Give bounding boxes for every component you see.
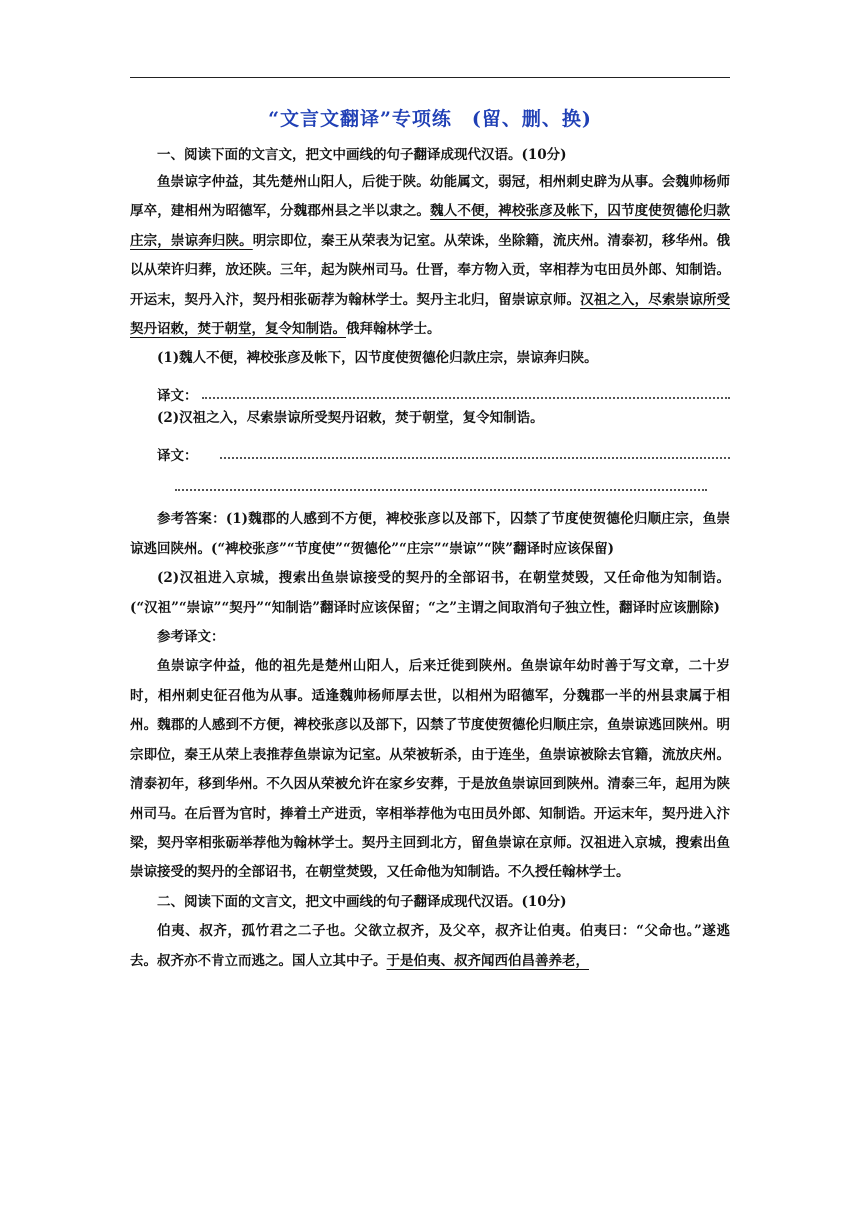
dotted-answer-line-extra[interactable] <box>175 488 707 491</box>
underlined-sentence-1: 魏人不便，裨校张彦及帐下，囚节度使贺德伦归款庄宗，崇谅奔归陕。 <box>130 203 731 249</box>
section2-passage <box>130 917 730 976</box>
section1-heading: 一、阅读下面的文言文，把文中画线的句子翻译成现代汉语。(10分) <box>157 147 567 163</box>
reference-translation-label: 参考译文： <box>157 629 225 646</box>
dotted-answer-line <box>220 456 731 459</box>
answer-label: 译文： <box>157 448 198 465</box>
reference-answer-2: (2)汉祖进入京城，搜索出鱼崇谅接受的契丹的全部诏书，在朝堂焚毁，又任命他为知制诰。(“汉祖”“崇谅”“契丹”“知制诰”翻译时应该保留；“之”主谓之间取消句子独立性，翻译时应该删除) <box>130 570 730 616</box>
reference-translation: 鱼崇谅字仲益，他的祖先是楚州山阳人，后来迁徙到陕州。鱼崇谅年幼时善于写文章，二十岁时，相州刺史征召他为从事。适逢魏帅杨师厚去世，以相州为昭德军，分魏郡一半的州县隶属于相州。魏郡的人感到不方便，裨校张彦以及部下，囚禁了节度使贺德伦归顺庄宗，鱼崇谅逃回陕州。明宗即位，秦王从荣上表推荐鱼崇谅为记室。从荣被斩杀，由于连坐，鱼崇谅被除去官籍，流放庆州。清泰初年，移到华州。不久因从荣被允许在家乡安葬，于是放鱼崇谅回到陕州。清泰三年，起用为陕州司马。在后晋为官时，捧着土产进贡，宰相举荐他为屯田员外郎、知制诰。开运末年，契丹进入汴梁，契丹宰相张砺举荐他为翰林学士。契丹主回到北方，留鱼崇谅在京师。汉祖进入京城，搜索出鱼崇谅接受的契丹的全部诏书，在朝堂焚毁，又任命他为知制诰。不久授任翰林学士。 <box>130 658 730 881</box>
section1-passage <box>130 168 730 344</box>
reference-answer-label: 参考答案： <box>157 511 226 528</box>
document-body <box>130 142 730 976</box>
reference-answer-1 <box>130 505 730 564</box>
answer-line-1[interactable] <box>157 373 730 404</box>
question-1: (1)魏人不便，裨校张彦及帐下，囚节度使贺德伦归款庄宗，崇谅奔归陕。 <box>157 350 598 367</box>
answer-label: 译文： <box>157 388 198 405</box>
page-title: “文言文翻译”专项练 (留、删、换) <box>268 108 592 130</box>
underlined-sentence-2: 汉祖之入，尽索崇谅所受契丹诏敕，焚于朝堂，复令知制诰。 <box>130 291 731 338</box>
question-2: (2)汉祖之入，尽索崇谅所受契丹诏敕，焚于朝堂，复令知制诰。 <box>157 410 544 427</box>
passage-text: 明宗即位，秦王从荣表为记室。从荣诛，坐除籍，流庆州。清泰初，移华州。俄以从荣许归葬，放还陕。三年，起为陕州司马。仕晋，奉方物入贡，宰相荐为屯田员外郎、知制诰。开运末，契丹入汴，契丹相张砺荐为翰林学士。契丹主北归，留崇谅京师。 <box>130 232 731 308</box>
passage-text: 伯夷、叔齐，孤竹君之二子也。父欲立叔齐，及父卒，叔齐让伯夷。伯夷曰：“父命也。”遂逃去。叔齐亦不肯立而逃之。国人立其中子。 <box>130 923 730 969</box>
answer-line-2[interactable] <box>157 433 730 464</box>
underlined-sentence-3: 于是伯夷、叔齐闻西伯昌善养老， <box>386 952 589 969</box>
passage-text: 俄拜翰林学士。 <box>346 321 441 338</box>
passage-text: 鱼崇谅字仲益，其先楚州山阳人，后徙于陕。幼能属文，弱冠，相州刺史辟为从事。会魏帅杨师厚卒，建相州为昭德军，分魏郡州县之半以隶之。 <box>130 174 730 220</box>
dotted-answer-line <box>202 396 731 399</box>
header-rule <box>130 77 730 78</box>
reference-answer-text: (1)魏郡的人感到不方便，裨校张彦以及部下，囚禁了节度使贺德伦归顺庄宗，鱼崇谅逃回陕州。(“裨校张彦”“节度使”“贺德伦”“庄宗”“崇谅”“陕”翻译时应该保留) <box>130 511 731 557</box>
section2-heading: 二、阅读下面的文言文，把文中画线的句子翻译成现代汉语。(10分) <box>157 893 567 910</box>
